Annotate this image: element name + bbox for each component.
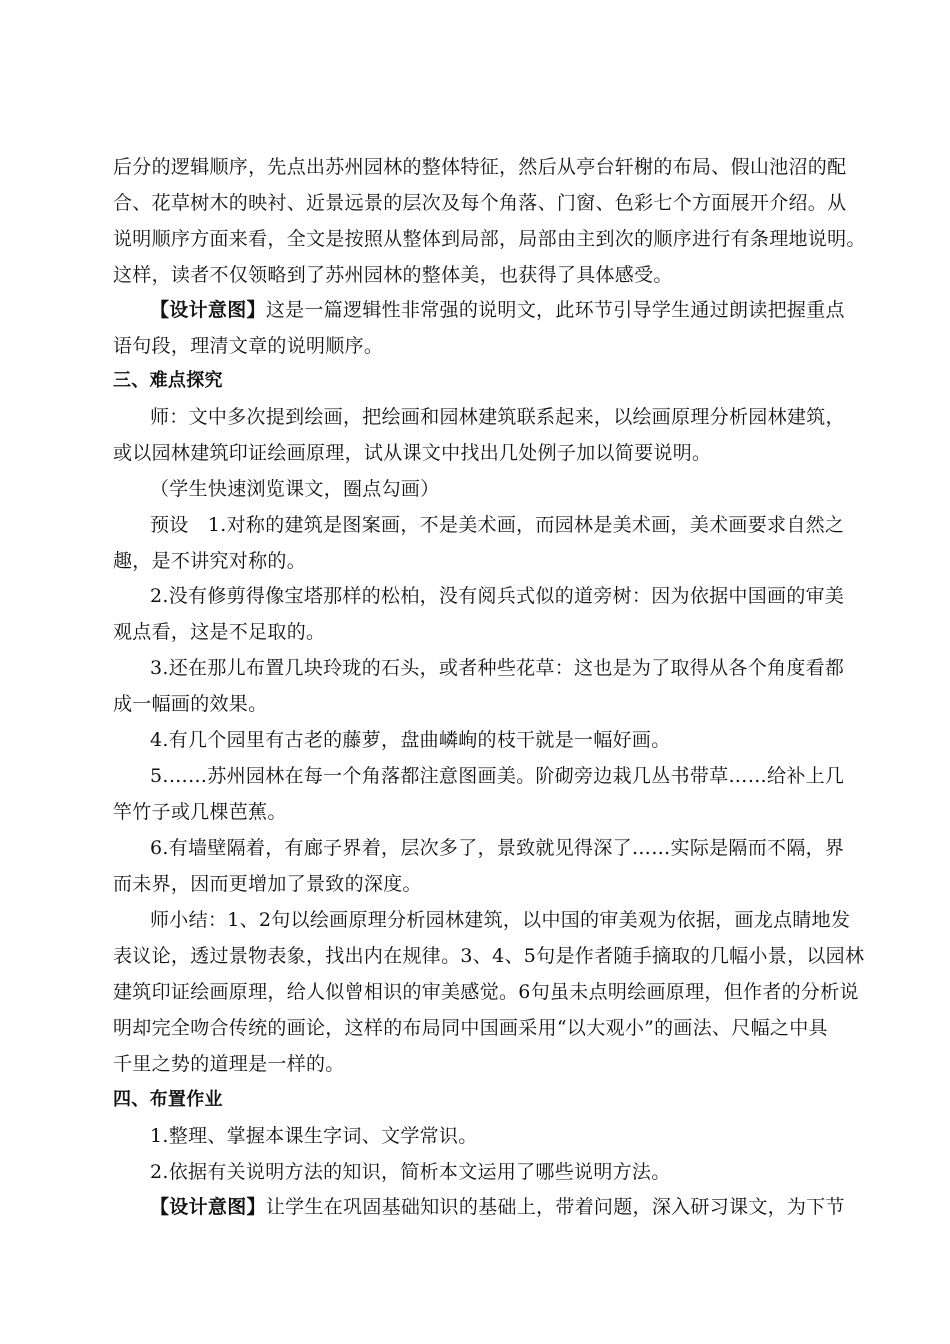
paragraph-line: 4.有几个园里有古老的藤萝，盘曲嶙峋的枝干就是一幅好画。 xyxy=(150,729,671,751)
paragraph-line: 而未界，因而更增加了景致的深度。 xyxy=(113,873,422,895)
paragraph-line: （学生快速浏览课文，圈点勾画） xyxy=(150,478,440,500)
paragraph-line: 语句段，理清文章的说明顺序。 xyxy=(113,335,384,357)
section-heading-homework: 四、布置作业 xyxy=(113,1089,223,1110)
paragraph-line: 3.还在那儿布置几块玲珑的石头，或者种些花草：这也是为了取得从各个角度看都 xyxy=(150,657,845,679)
paragraph-line: 成一幅画的效果。 xyxy=(113,693,268,715)
paragraph-line: 后分的逻辑顺序，先点出苏州园林的整体特征，然后从亭台轩榭的布局、假山池沼的配 xyxy=(113,156,847,178)
paragraph-line: 说明顺序方面来看，全文是按照从整体到局部，局部由主到次的顺序进行有条理地说明。 xyxy=(113,228,866,250)
paragraph-line: 6.有墙壁隔着，有廊子界着，层次多了，景致就见得深了……实际是隔而不隔，界 xyxy=(150,837,845,859)
paragraph-line: 或以园林建筑印证绘画原理，试从课文中找出几处例子加以简要说明。 xyxy=(113,442,712,464)
paragraph-line: 师小结：1、2句以绘画原理分析园林建筑，以中国的审美观为依据，画龙点睛地发 xyxy=(150,909,851,931)
paragraph-line: 这样，读者不仅领略到了苏州园林的整体美，也获得了具体感受。 xyxy=(113,264,673,286)
paragraph-line: 千里之势的道理是一样的。 xyxy=(113,1053,345,1075)
design-intent-line xyxy=(150,1195,845,1219)
paragraph-line: 明却完全吻合传统的画论，这样的布局同中国画采用“以大观小”的画法、尺幅之中具 xyxy=(113,1017,828,1039)
paragraph-line: 2.没有修剪得像宝塔那样的松柏，没有阅兵式似的道旁树：因为依据中国画的审美 xyxy=(150,585,845,607)
paragraph-line: 观点看，这是不足取的。 xyxy=(113,621,326,643)
design-intent-label: 【设计意图】 xyxy=(150,1196,266,1218)
design-intent-label: 【设计意图】 xyxy=(150,299,266,321)
design-intent-text: 让学生在巩固基础知识的基础上，带着问题，深入研习课文，为下节 xyxy=(265,1196,845,1218)
paragraph-line: 趣，是不讲究对称的。 xyxy=(113,550,307,572)
paragraph-line: 1.整理、掌握本课生字词、文学常识。 xyxy=(150,1125,478,1147)
paragraph-line: 竿竹子或几棵芭蕉。 xyxy=(113,801,287,823)
paragraph-line: 5.……苏州园林在每一个角落都注意图画美。阶砌旁边栽几丛书带草……给补上几 xyxy=(150,765,845,787)
design-intent-line xyxy=(150,298,845,322)
paragraph-line: 建筑印证绘画原理，给人似曾相识的审美感觉。6句虽未点明绘画原理，但作者的分析说 xyxy=(113,981,859,1003)
paragraph-line: 2.依据有关说明方法的知识，简析本文运用了哪些说明方法。 xyxy=(150,1161,671,1183)
paragraph-line: 师：文中多次提到绘画，把绘画和园林建筑联系起来，以绘画原理分析园林建筑， xyxy=(150,406,845,428)
paragraph-line: 表议论，透过景物表象，找出内在规律。3、4、5句是作者随手摘取的几幅小景，以园林 xyxy=(113,945,865,967)
paragraph-line: 合、花草树木的映衬、近景远景的层次及每个角落、门窗、色彩七个方面展开介绍。从 xyxy=(113,192,847,214)
design-intent-text: 这是一篇逻辑性非常强的说明文，此环节引导学生通过朗读把握重点 xyxy=(265,299,845,321)
section-heading-difficulty: 三、难点探究 xyxy=(113,370,223,391)
paragraph-line: 预设 1.对称的建筑是图案画，不是美术画，而园林是美术画，美术画要求自然之 xyxy=(150,514,845,536)
